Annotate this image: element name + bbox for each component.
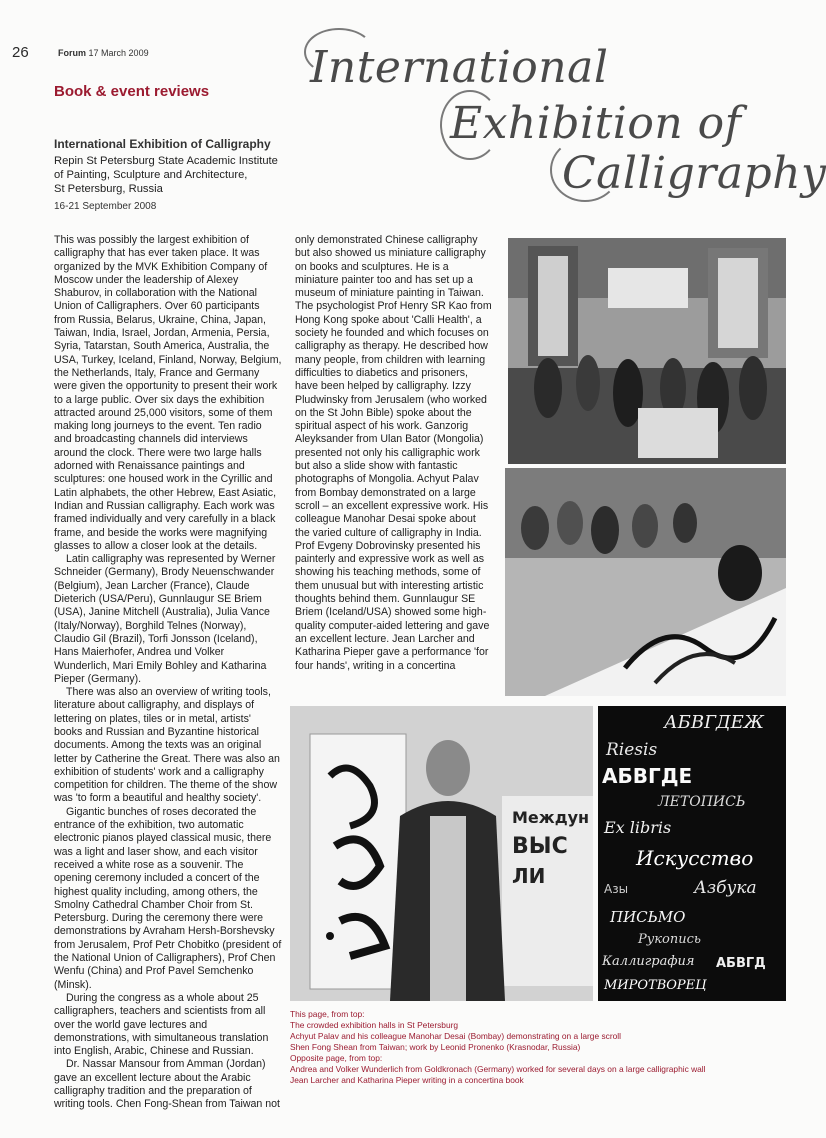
hall-sign-text: ВЫС [512, 834, 568, 859]
artwork-word: Азы [604, 882, 629, 896]
caption-line: Andrea and Volker Wunderlich from Goldkronach (Germany) worked for several days on a large calligraphic wall [290, 1064, 706, 1074]
body-paragraph: This was possibly the largest exhibition of calligraphy that has ever taken place. It was organized by the MVK Exhibition Company of Moscow under the leadership of Alexey Shaburov, in collaboration with the National Union of Calligraphers. Over 60 participants from Russia, Belarus, Ukraine, China, Japan, Taiwan, India, Israel, Jordan, Armenia, Persia, Syria, Tatarstan, South America, Australia, the USA, Turkey, Iceland, Finland, Norway, Belgium, the Netherlands, Italy, France and Germany were given the opportunity to present their work to a large public. Over six days the exhibition attracted around 25,000 visitors, some of them making long journeys to the event. Ten radio and broadcasting channels did interviews around the clock. There were two large halls adorned with Renaissance paintings and sculptures: one housed work in the Cyrillic and Latin alphabets, the other Hebrew, East Asiatic, Indian and Russian calligraphy. Each work was framed individually and very carefully in a black frame, and beside the works were magnifying glasses to allow a closer look at the details. [54, 234, 282, 552]
body-paragraph: Gigantic bunches of roses decorated the entrance of the exhibition, two automatic electronic pianos played classical music, there was a light and laser show, and each visitor received a white rose as a souvenir. The opening ceremony included a concert of the highest quality including, among others, the Smolny Cathedral Chamber Choir from St. Petersburg. During the ceremony there were demonstrations by Avraham Hersh-Borshevsky from Jerusalem, Prof Petr Chobitko (president of the National Union of Calligraphers), Prof Chen Wenfu (China) and Prof Pavel Semchenko (Minsk). [54, 805, 282, 991]
venue-line: St Petersburg, Russia [54, 183, 163, 195]
running-head [58, 48, 149, 58]
body-column-1 [54, 234, 282, 1112]
issue-date: March 2009 [101, 48, 149, 58]
artwork-word: ПИСЬМО [610, 908, 686, 926]
venue-line: of Painting, Sculpture and Architecture, [54, 169, 248, 181]
artwork-word: ЛЕТОПИСЬ [658, 794, 746, 810]
body-paragraph: Dr. Nassar Mansour from Amman (Jordan) gave an excellent lecture about the Arabic calligraphy tradition and the preparation of writing tools. Chen Fong-Shean from Taiwan not [54, 1058, 280, 1111]
caption-label: Opposite page, from top: [290, 1053, 383, 1063]
title-line-exhibition: Exhibition of [450, 98, 742, 149]
body-column-2 [295, 234, 493, 673]
artwork-word: Рукопись [638, 932, 701, 947]
hall-scene-graphic [508, 238, 786, 464]
artwork-word: АБВГД [716, 956, 766, 971]
review-dates: 16-21 September 2008 [54, 201, 157, 212]
artwork-word: Riesis [606, 740, 658, 760]
artwork-word: АБВГДЕ [602, 764, 693, 788]
photo-exhibition-hall [508, 238, 786, 464]
caption-line: Jean Larcher and Katharina Pieper writing in a concertina book [290, 1075, 524, 1085]
scroll-scene-graphic [505, 468, 786, 696]
photo-captions [290, 1009, 786, 1086]
photo-shen-fong-shean [290, 706, 593, 1001]
artwork-word: МИРОТВОРЕЦ [604, 978, 707, 993]
venue-line: Repin St Petersburg State Academic Institute [54, 155, 278, 167]
decorative-title [300, 20, 826, 205]
issue-number: 17 [88, 48, 99, 58]
artwork-word: Ex libris [604, 818, 672, 837]
body-paragraph: During the congress as a whole about 25 calligraphers, teachers and scientists from all over the world gave lectures and demonstrations, with simultaneous translation into English, Arabic, Chinese and Russian. [54, 991, 269, 1058]
caption-line: The crowded exhibition halls in St Petersburg [290, 1020, 459, 1030]
section-label: Book & event reviews [54, 83, 210, 100]
page-number: 26 [12, 44, 29, 61]
caption-line: Shen Fong Shean from Taiwan; work by Leonid Pronenko (Krasnodar, Russia) [290, 1042, 581, 1052]
review-venue [54, 154, 294, 196]
hall-sign-text: ЛИ [512, 864, 546, 888]
photo-pronenko-artwork [598, 706, 786, 1001]
caption-label: This page, from top: [290, 1009, 365, 1019]
title-line-international: International [310, 42, 609, 93]
artwork-word: Азбука [694, 878, 757, 898]
title-line-calligraphy: Calligraphy [562, 148, 826, 199]
artwork-word: Каллиграфия [602, 954, 695, 969]
body-paragraph: Latin calligraphy was represented by Werner Schneider (Germany), Brody Neuenschwander (Belgium), Jean Larcher (France), Claude Dieterich (USA/Peru), Gunnlaugur SE Briem (USA), Janine Mitchell (Australia), Julia Vance (Italy/Norway), Borghild Telnes (Norway), Claudio Gil (Brazil), Torfi Jonsson (Iceland), Hans Maierhofer, Andrea und Volker Wunderlich, Mari Emily Bohley and Katharina Pieper (Germany). [54, 553, 276, 685]
publication-name: Forum [58, 48, 86, 58]
review-title: International Exhibition of Calligraphy [54, 137, 271, 151]
body-paragraph: only demonstrated Chinese calligraphy but also showed us miniature calligraphy on books and sculptures. He is a miniature painter too and has set up a museum of miniature painting in Taiwan. The psychologist Prof Henry SR Kao from Hong Kong spoke about 'Calli Health', a society he founded and which focuses on calligraphy as therapy. He described how many people, from children with learning difficulties to diabetics and prisoners, have been helped by calligraphy. Izzy Pludwinsky from Jerusalem (who worked on the St John Bible) spoke about the spiritual aspect of his work. Ganzorig Aleyksander from Ulan Bator (Mongolia) presented not only his calligraphic work but also a slide show with fantastic photographs of Mongolia. Achyut Palav from Bombay demonstrated on a large scroll – an excellent expressive work. His colleague Manohar Desai spoke about the varied culture of calligraphy in India. Prof Evgeny Dobrovinsky presented his painterly and expressive work as well as showing his teaching methods, some of them unusual but with interesting artistic thoughts behind them. Gunnlaugur SE Briem (Iceland/USA) showed some high-quality computer-aided lettering and gave an excellent lecture. Jean Larcher and Katharina Pieper gave a performance 'for four hands', writing in a concertina [295, 234, 492, 672]
hall-sign-text: Междун [512, 808, 590, 827]
artwork-word: Искусство [636, 846, 754, 870]
caption-line: Achyut Palav and his colleague Manohar Desai (Bombay) demonstrating on a large scroll [290, 1031, 621, 1041]
photo-scroll-demonstration [505, 468, 786, 696]
artwork-word: АБВГДЕЖ [664, 712, 765, 733]
review-header [54, 137, 294, 212]
body-paragraph: There was also an overview of writing tools, literature about calligraphy, and displays of lettering on plates, tiles or in metal, artists' books and Russian and Byzantine historical documents. Among the texts was an original letter by Catherine the Great. There was also an exhibition of students' work and a calligraphy competition for children. The theme of the show was 'to form a beautiful and healthy society'. [54, 686, 280, 805]
